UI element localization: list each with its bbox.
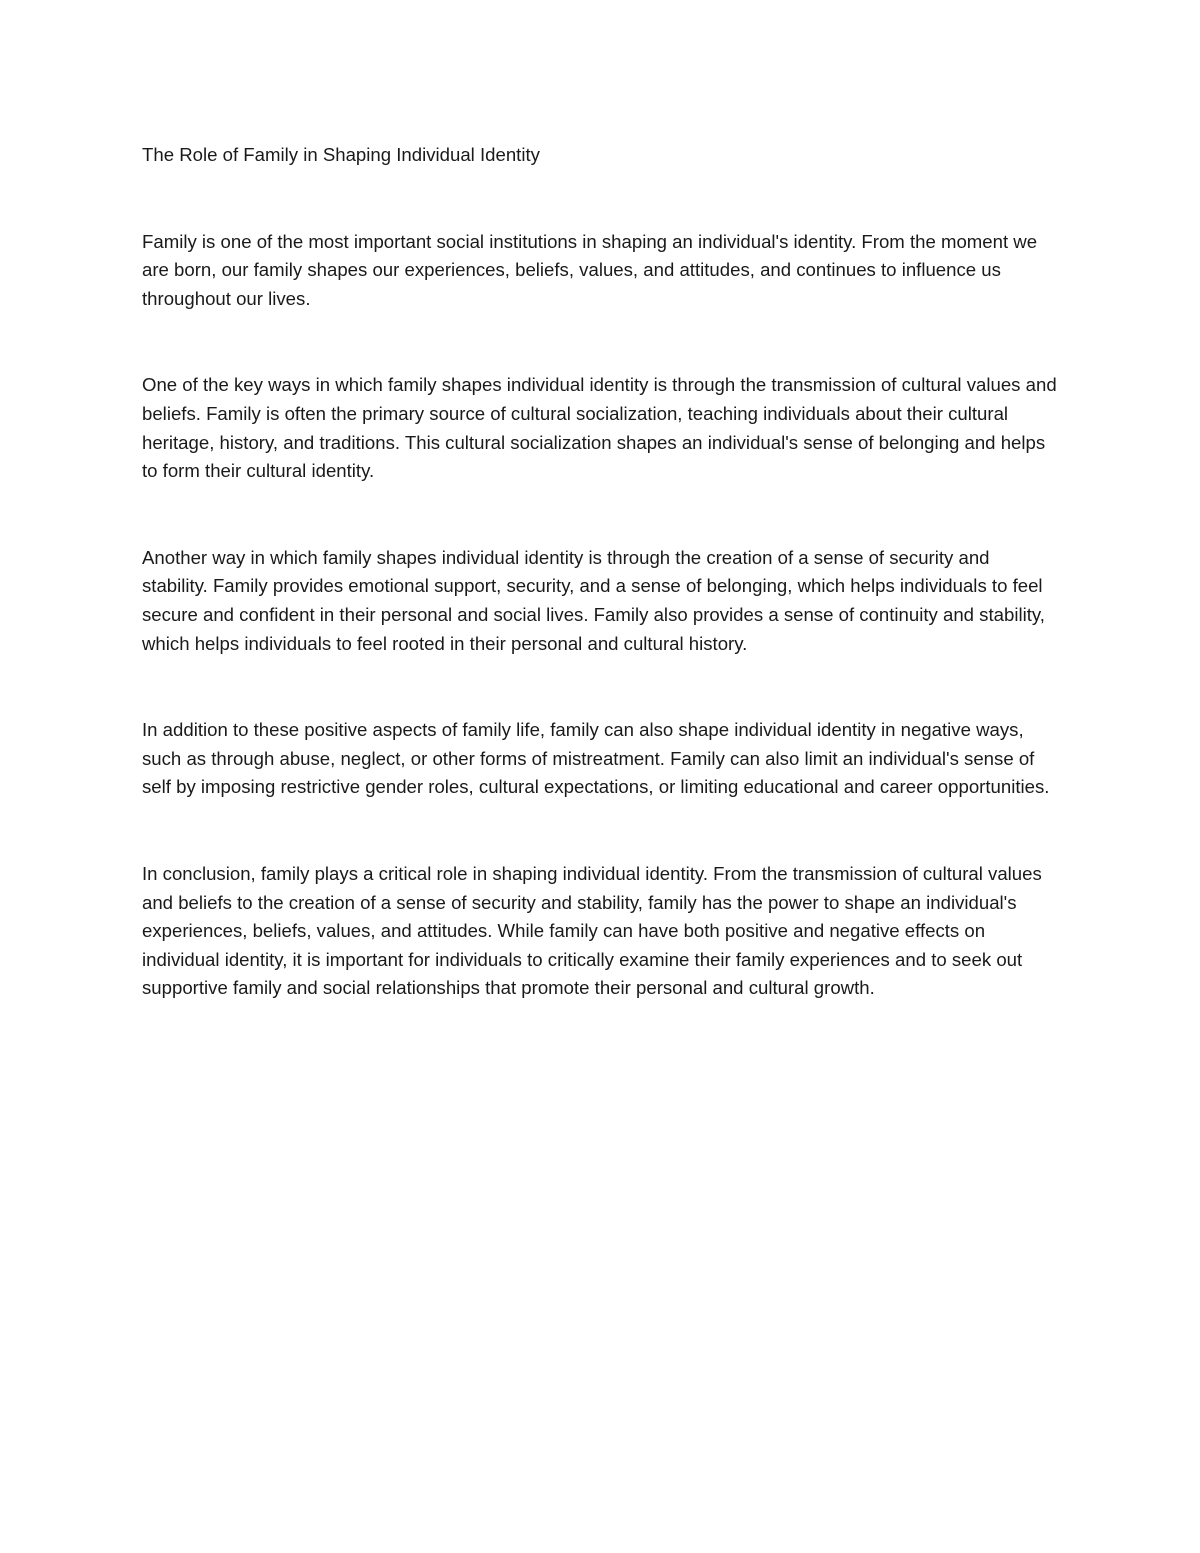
paragraph-introduction: Family is one of the most important social institutions in shaping an individual's identity. From the moment we are born, our family shapes our experiences, beliefs, values, and attitudes, and continues to influence us throughout our lives. — [142, 230, 1038, 309]
paragraph-conclusion: In conclusion, family plays a critical role in shaping individual identity. From the transmission of cultural values and beliefs to the creation of a sense of security and stability, family has the power to shape an individual's experiences, beliefs, values, and attitudes. While family can have both positive and negative effects on individual identity, it is important for individuals to critically examine their family experiences and to seek out supportive family and social relationships that promote their personal and cultural growth. — [142, 862, 1042, 999]
paragraph-negative-aspects: In addition to these positive aspects of family life, family can also shape individual identity in negative ways, such as through abuse, neglect, or other forms of mistreatment. Family can also limit an individual's sense of self by imposing restrictive gender roles, cultural expectations, or limiting educational and career opportunities. — [142, 719, 1050, 798]
paragraph-security-stability: Another way in which family shapes individual identity is through the creation of a sense of security and stability. Family provides emotional support, security, and a sense of belonging, which helps individuals to feel secure and confident in their personal and social lives. Family also provides a sense of continuity and stability, which helps individuals to feel rooted in their personal and cultural history. — [142, 546, 1045, 654]
document-title: The Role of Family in Shaping Individual Identity — [142, 144, 540, 165]
document-body — [142, 141, 1057, 1003]
paragraph-cultural-transmission: One of the key ways in which family shapes individual identity is through the transmission of cultural values and beliefs. Family is often the primary source of cultural socialization, teaching individuals about their cultural heritage, history, and traditions. This cultural socialization shapes an individual's sense of belonging and helps to form their cultural identity. — [142, 374, 1057, 482]
